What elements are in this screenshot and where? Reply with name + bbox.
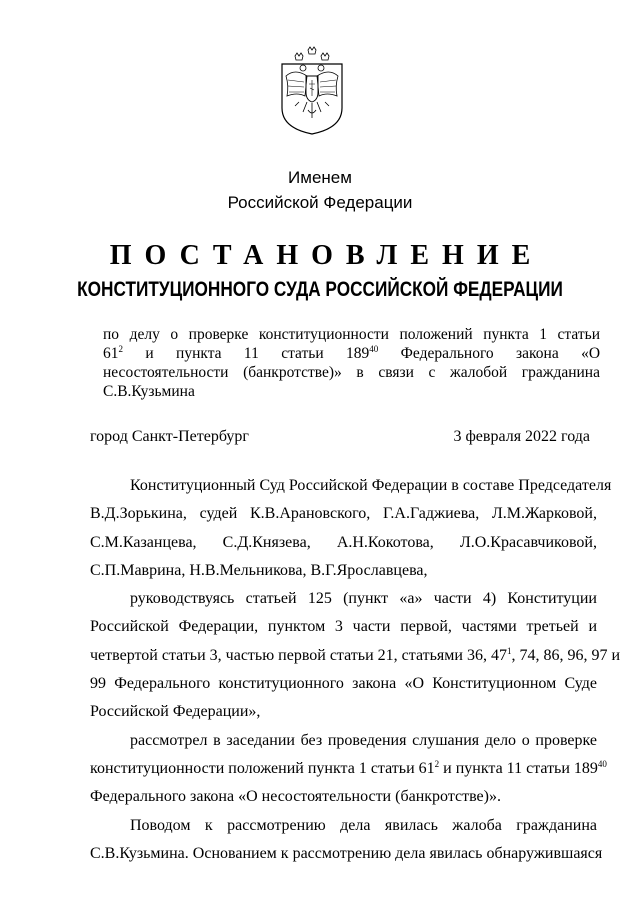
case-line-2-item: и пункта 11 статьи $189^{40}$ [145,344,379,362]
body-p2-line-2: Российской Федерации, пунктом 3 части первой, частями третьей и [90,618,597,636]
case-line-2-article: $61^2$ [103,344,123,362]
date: 3 февраля 2022 года [453,428,590,445]
body-p1-line-3: С.М.Казанцева, С.Д.Князева, А.Н.Кокотова, Л.О.Красавчиковой, [90,533,597,551]
document-body [90,472,621,868]
case-line-2-law: Федерального закона «О [400,345,601,362]
body-p3-line-1: рассмотрел в заседании без проведения слушания дело о проверке [130,731,597,749]
body-p2-line-5: Российской Федерации», [90,703,261,721]
body-p2-line-3: четвертой статьи 3, частью первой статьи 21, статьями 36, $47^1$, 74, 86, 96, 97 и [90,645,621,664]
body-p4-line-1: Поводом к рассмотрению дела явилась жалоба гражданина [130,816,597,834]
body-p1-line-1: Конституционный Суд Российской Федерации в составе Председателя [130,477,612,494]
case-line-3: несостоятельности (банкротстве)» в связи с жалобой гражданина [103,364,600,381]
body-p3-line-2: конституционности положений пункта 1 статьи $61^2$ и пункта 11 статьи $189^{40}$ [90,758,607,777]
body-p1-line-2: В.Д.Зорькина, судей К.В.Арановского, Г.А.Гаджиева, Л.М.Жарковой, [90,505,597,523]
body-p2-line-4: 99 Федерального конституционного закона «О Конституционном Суде [90,675,597,693]
case-description [103,325,600,401]
document-title: ПОСТАНОВЛЕНИЕ [109,240,544,271]
city: город Санкт-Петербург [90,428,249,445]
body-p3-line-3: Федерального закона «О несостоятельности (банкротстве)». [90,788,501,806]
in-name-line1: Именем [288,168,352,187]
case-line-2 [103,344,600,363]
document-subtitle: КОНСТИТУЦИОННОГО СУДА РОССИЙСКОЙ ФЕДЕРАЦИИ [77,278,563,301]
case-line-4: С.В.Кузьмина [103,383,195,400]
in-name-line2: Российской Федерации [227,193,413,212]
body-p2-line-1: руководствуясь статьей 125 (пункт «а» части 4) Конституции [130,590,597,608]
case-line-1: по делу о проверке конституционности положений пункта 1 статьи [103,326,600,343]
body-p1-line-4: С.П.Маврина, Н.В.Мельникова, В.Г.Ярославцева, [90,561,428,579]
russian-coat-of-arms-icon [277,46,347,136]
body-p4-line-2: С.В.Кузьмина. Основанием к рассмотрению дела явилась обнаружившаяся [90,844,603,862]
